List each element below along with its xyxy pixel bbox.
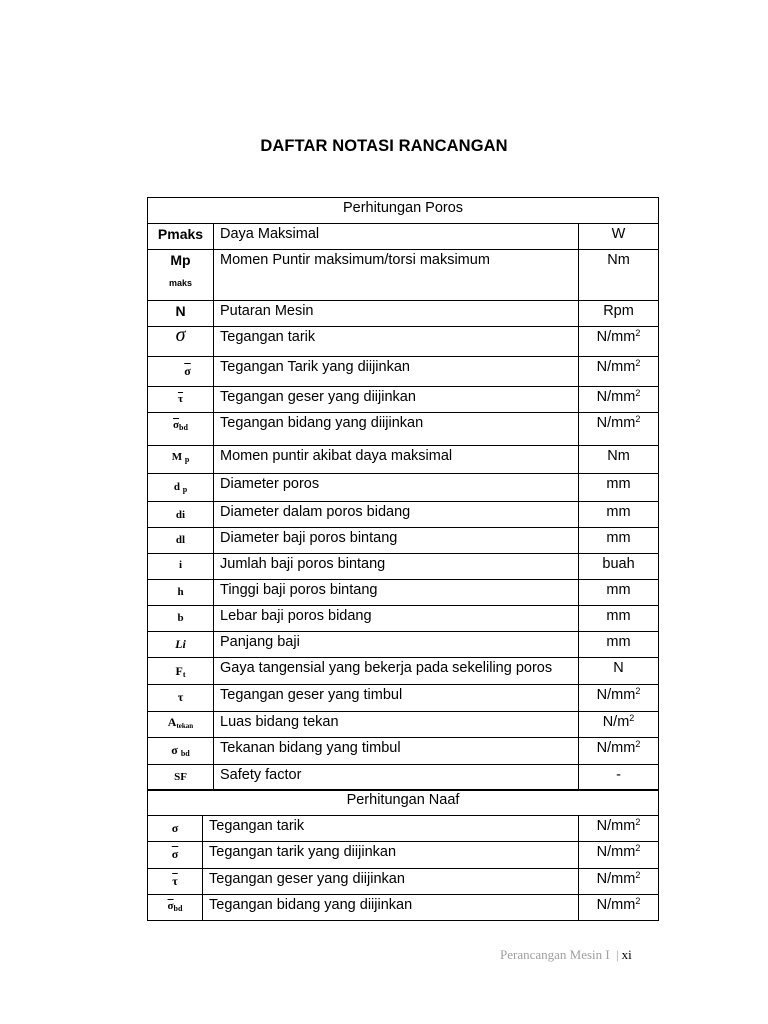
symbol-cell [148, 712, 214, 738]
symbol-main: $\overline{\sigma}$ [184, 364, 191, 378]
unit-cell [579, 413, 659, 446]
description-cell: Diameter poros [214, 474, 579, 502]
symbol-subscript: p [182, 485, 188, 494]
symbol-cell [148, 842, 203, 869]
table-row [148, 528, 659, 554]
symbol-cell: N [148, 301, 214, 327]
symbol-cell [148, 738, 214, 765]
unit-text: N/mm [596, 897, 636, 913]
symbol-subscript: bd [180, 749, 190, 758]
symbol-subscript: tekan [176, 722, 194, 730]
unit-cell: mm [579, 528, 659, 554]
table-row [148, 327, 659, 357]
unit-text: N/mm [596, 389, 636, 405]
description-cell: Tegangan bidang yang diijinkan [214, 413, 579, 446]
description-cell: Lebar baji poros bidang [214, 606, 579, 632]
symbol-cell [148, 658, 214, 685]
page-title: DAFTAR NOTASI RANCANGAN [260, 137, 508, 155]
unit-cell [579, 842, 659, 869]
unit-text: N/mm [596, 740, 636, 756]
unit-cell: mm [579, 632, 659, 658]
unit-text: N/mm [596, 818, 636, 834]
unit-superscript: 2 [635, 686, 641, 696]
unit-superscript: 2 [635, 896, 641, 906]
description-cell: Jumlah baji poros bintang [214, 554, 579, 580]
description-cell: Tinggi baji poros bintang [214, 580, 579, 606]
table-row [148, 250, 659, 301]
section-heading: Perhitungan Poros [148, 198, 659, 224]
description-cell: Diameter baji poros bintang [214, 528, 579, 554]
symbol-cell: Pmaks [148, 224, 214, 250]
unit-cell [579, 712, 659, 738]
unit-superscript: 2 [635, 843, 641, 853]
symbol-main: F [175, 664, 183, 678]
symbol-cell [148, 446, 214, 474]
symbol-cell [148, 895, 203, 921]
unit-cell: W [579, 224, 659, 250]
symbol-cell [148, 357, 214, 387]
unit-cell [579, 738, 659, 765]
unit-cell: buah [579, 554, 659, 580]
unit-cell: mm [579, 606, 659, 632]
symbol-subscript: p [184, 455, 190, 464]
unit-text: N/m [602, 714, 630, 730]
table-row [148, 765, 659, 791]
table-row [148, 413, 659, 446]
unit-cell [579, 357, 659, 387]
description-cell: Safety factor [214, 765, 579, 791]
unit-cell: Nm [579, 250, 659, 301]
symbol-cell [148, 869, 203, 895]
table-row [148, 446, 659, 474]
unit-superscript: 2 [629, 713, 635, 723]
footer-page-number: xi [621, 947, 632, 962]
symbol-cell: h [148, 580, 214, 606]
footer-book-title: Perancangan Mesin I [500, 947, 610, 962]
symbol-subscript: bd [179, 423, 188, 432]
symbol-cell: τ [148, 685, 214, 712]
footer-separator: | [616, 947, 619, 962]
description-cell: Daya Maksimal [214, 224, 579, 250]
table-row [148, 474, 659, 502]
symbol-main: $\overline{\tau}$ [177, 393, 184, 405]
symbol-subscript: t [182, 670, 186, 679]
table-row [148, 738, 659, 765]
symbol-cell: σ [148, 816, 203, 842]
symbol-main: d [173, 481, 180, 493]
unit-text: N/mm [596, 844, 636, 860]
symbol-cell [148, 387, 214, 413]
unit-superscript: 2 [635, 358, 641, 368]
symbol-subscript: bd [173, 904, 183, 913]
unit-cell [579, 387, 659, 413]
table-row [148, 658, 659, 685]
unit-superscript: 2 [635, 328, 641, 338]
section-heading: Perhitungan Naaf [148, 790, 659, 816]
unit-superscript: 2 [635, 414, 641, 424]
symbol-cell: i [148, 554, 214, 580]
table-row [148, 842, 659, 869]
symbol-main: $\overline{\sigma}$ [167, 900, 174, 912]
unit-text: N/mm [596, 415, 636, 431]
unit-text: N/mm [596, 329, 636, 345]
description-cell: Tegangan Tarik yang diijinkan [214, 357, 579, 387]
symbol-main: $\overline{\sigma}$ [173, 419, 180, 431]
symbol-cell [148, 250, 214, 301]
symbol-cell [148, 474, 214, 502]
symbol-main: $\overline{\tau}$ [172, 874, 178, 888]
unit-cell: Nm [579, 446, 659, 474]
description-cell: Tegangan geser yang diijinkan [214, 387, 579, 413]
table-row [148, 580, 659, 606]
table-row [148, 554, 659, 580]
table-row [148, 502, 659, 528]
unit-superscript: 2 [635, 870, 641, 880]
description-cell: Tegangan geser yang diijinkan [203, 869, 579, 895]
unit-cell [579, 685, 659, 712]
table-row [148, 685, 659, 712]
table-row [148, 357, 659, 387]
symbol-main: M [171, 451, 183, 463]
table-row [148, 224, 659, 250]
description-cell: Tegangan tarik [214, 327, 579, 357]
unit-cell: N [579, 658, 659, 685]
table-row [148, 816, 659, 842]
symbol-main: $\overline{\sigma}$ [171, 847, 179, 861]
unit-cell: mm [579, 502, 659, 528]
unit-text: N/mm [596, 359, 636, 375]
unit-cell [579, 327, 659, 357]
unit-cell: mm [579, 580, 659, 606]
unit-cell [579, 895, 659, 921]
notation-table-poros [147, 197, 659, 791]
description-cell: Momen Puntir maksimum/torsi maksimum [214, 250, 579, 301]
table-row [148, 895, 659, 921]
unit-cell [579, 816, 659, 842]
unit-superscript: 2 [635, 739, 641, 749]
description-cell: Gaya tangensial yang bekerja pada sekeliling poros [214, 658, 579, 685]
table-row [148, 712, 659, 738]
symbol-cell: Li [148, 632, 214, 658]
symbol-cell: σ [148, 327, 214, 357]
table-row [148, 606, 659, 632]
page-footer [500, 947, 632, 963]
unit-text: N/mm [596, 687, 636, 703]
unit-superscript: 2 [635, 388, 641, 398]
description-cell: Luas bidang tekan [214, 712, 579, 738]
symbol-cell: SF [148, 765, 214, 791]
unit-cell [579, 869, 659, 895]
description-cell: Tekanan bidang yang timbul [214, 738, 579, 765]
symbol-cell: b [148, 606, 214, 632]
description-cell: Tegangan tarik [203, 816, 579, 842]
description-cell: Tegangan bidang yang diijinkan [203, 895, 579, 921]
symbol-cell: di [148, 502, 214, 528]
symbol-main: σ [171, 743, 178, 757]
symbol-cell [148, 413, 214, 446]
unit-text: N/mm [596, 871, 636, 887]
unit-cell: - [579, 765, 659, 791]
description-cell: Tegangan geser yang timbul [214, 685, 579, 712]
description-cell: Putaran Mesin [214, 301, 579, 327]
notation-table-naaf [147, 789, 659, 921]
symbol-cell: dl [148, 528, 214, 554]
unit-superscript: 2 [635, 817, 641, 827]
table-row [148, 869, 659, 895]
table-row [148, 632, 659, 658]
table-row [148, 301, 659, 327]
symbol-main: Mp [170, 252, 191, 268]
description-cell: Panjang baji [214, 632, 579, 658]
description-cell: Diameter dalam poros bidang [214, 502, 579, 528]
description-cell: Momen puntir akibat daya maksimal [214, 446, 579, 474]
table-row [148, 387, 659, 413]
unit-cell: Rpm [579, 301, 659, 327]
symbol-subscript: maks [168, 278, 193, 288]
description-cell: Tegangan tarik yang diijinkan [203, 842, 579, 869]
unit-cell: mm [579, 474, 659, 502]
symbol-main: A [167, 715, 177, 729]
